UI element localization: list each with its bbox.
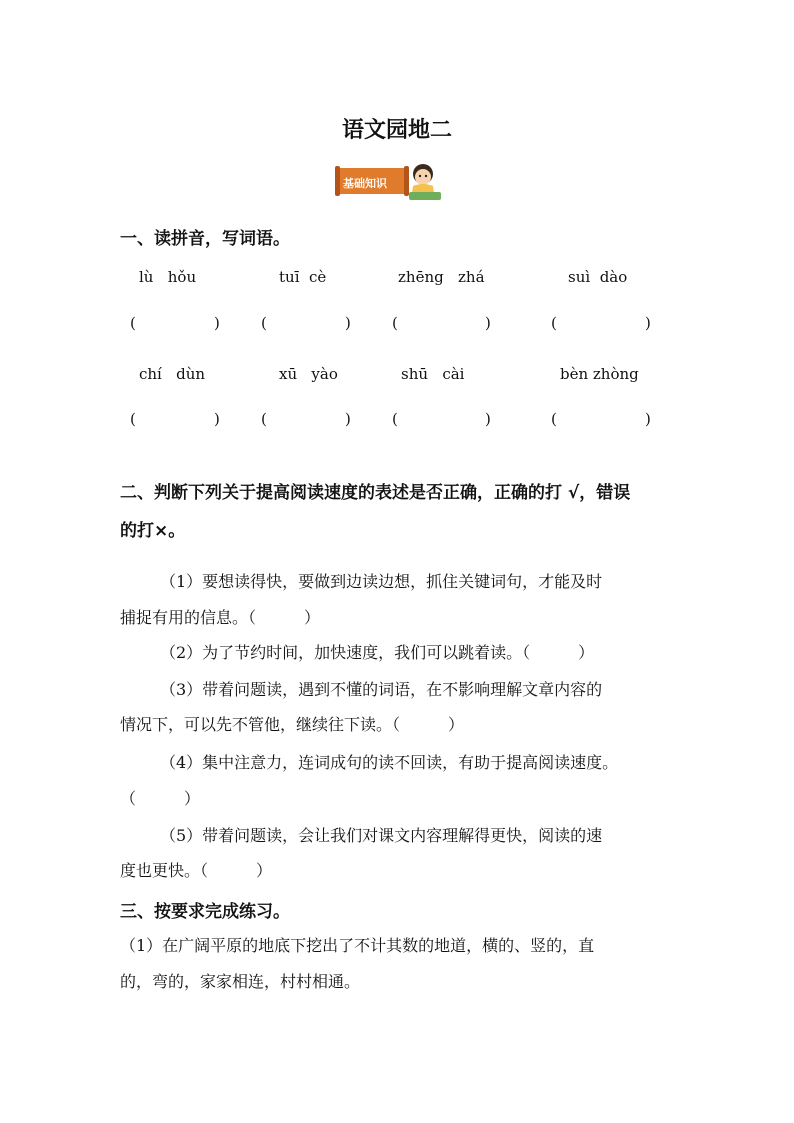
page-title: 语文园地二 <box>341 117 452 143</box>
judgement-item: （1）要想读得快，要做到边读边想，抓住关键词句，才能及时 <box>160 572 603 591</box>
section-heading-3: 三、按要求完成练习。 <box>120 902 290 922</box>
judgement-item-cont: 捕捉有用的信息。（ ） <box>120 608 321 627</box>
pinyin-item: suì dào <box>568 268 628 286</box>
exercise-item-cont: 的，弯的，家家相连，村村相通。 <box>120 972 361 991</box>
pinyin-item: shū cài <box>401 365 465 383</box>
judgement-item-cont: （ ） <box>120 789 201 808</box>
judgement-item: （3）带着问题读，遇到不懂的词语，在不影响理解文章内容的 <box>160 680 603 699</box>
judgement-item: （2）为了节约时间，加快速度，我们可以跳着读。（ ） <box>160 643 595 662</box>
section-heading-2: 二、判断下列关于提高阅读速度的表述是否正确，正确的打 √，错误 <box>120 483 631 503</box>
section-badge <box>335 160 445 202</box>
section-heading-1: 一、读拼音，写词语。 <box>120 229 290 249</box>
pinyin-item: xū yào <box>279 365 338 383</box>
pinyin-item: chí dùn <box>139 365 206 383</box>
judgement-item: （5）带着问题读，会让我们对课文内容理解得更快，阅读的速 <box>160 826 603 845</box>
pinyin-item: bèn zhòng <box>560 365 639 383</box>
pinyin-item: zhēng zhá <box>398 268 485 286</box>
pinyin-item: lù hǒu <box>139 268 197 286</box>
judgement-item-cont: 度也更快。（ ） <box>120 861 273 880</box>
section-heading-2-cont: 的打×。 <box>120 521 186 541</box>
judgement-item: （4）集中注意力，连词成句的读不回读，有助于提高阅读速度。 <box>160 753 619 772</box>
badge-label: 基础知识 <box>343 177 387 190</box>
pinyin-item: tuī cè <box>279 268 327 286</box>
exercise-item: （1）在广阔平原的地底下挖出了不计其数的地道，横的、竖的，直 <box>120 936 595 955</box>
judgement-item-cont: 情况下，可以先不管他，继续往下读。（ ） <box>120 715 465 734</box>
